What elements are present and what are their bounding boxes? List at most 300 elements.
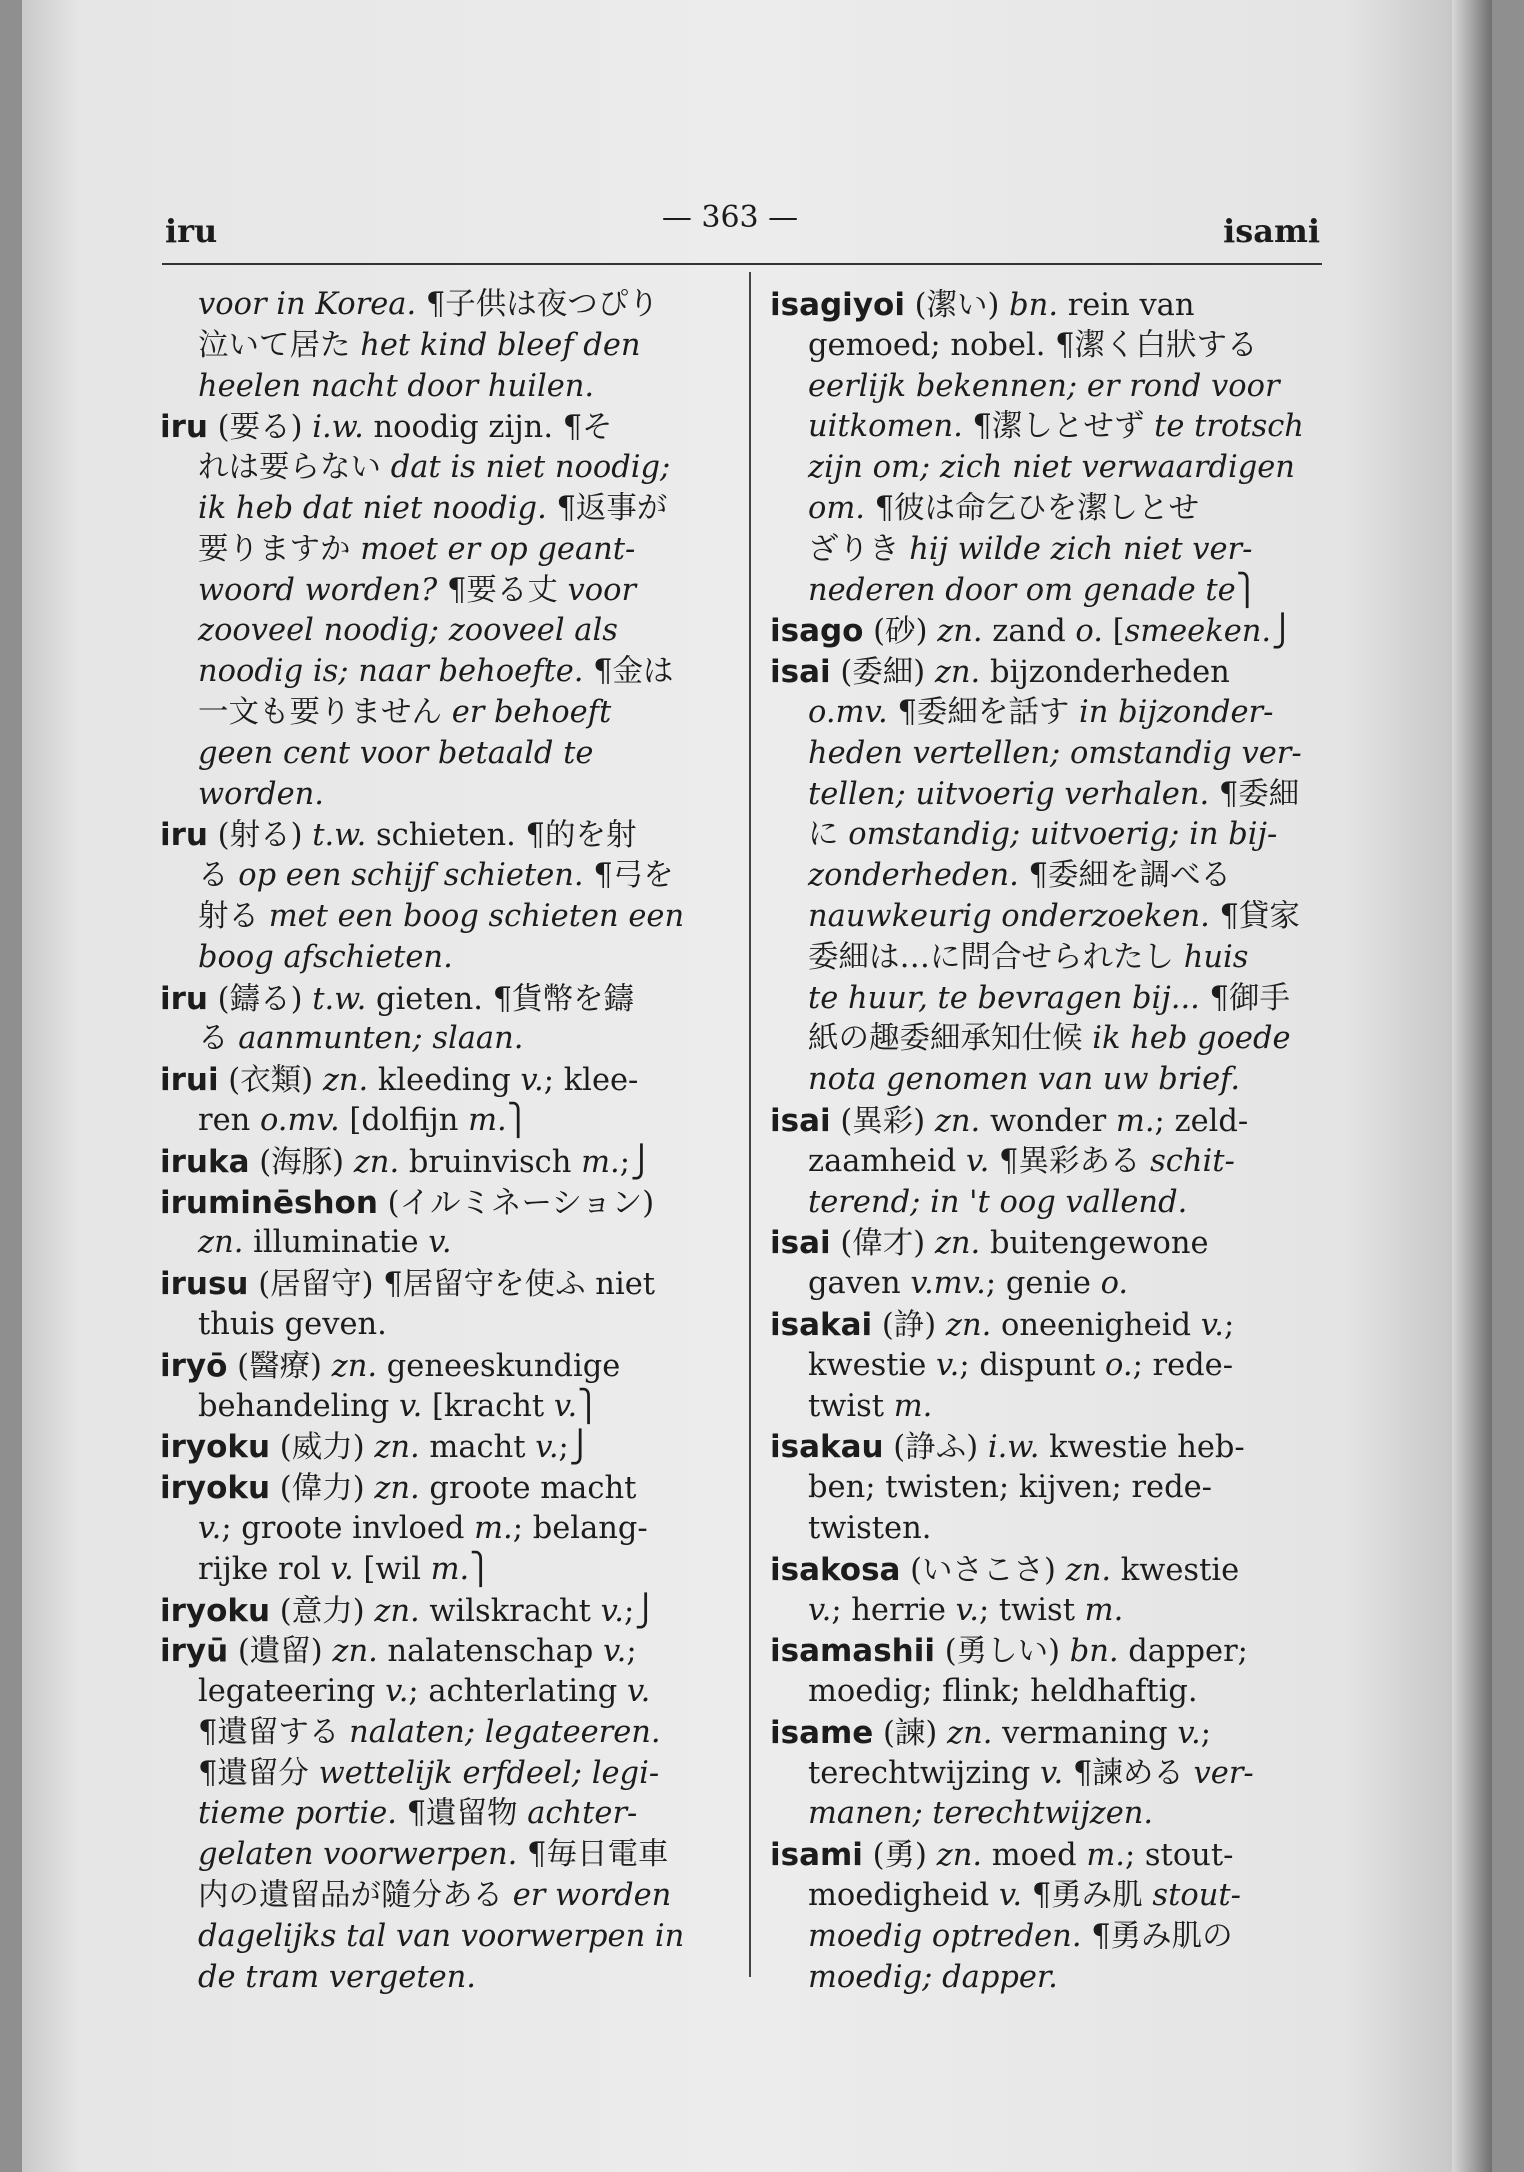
entry-text: kleeding xyxy=(368,1063,521,1099)
translation-text: noodig is; naar behoefte. xyxy=(198,654,584,690)
translation-text: bn. xyxy=(1069,1634,1119,1670)
entry-continuation-line xyxy=(160,326,725,367)
entry-continuation-line xyxy=(160,285,725,326)
entry-text: kwestie xyxy=(808,1347,937,1383)
headword: isago xyxy=(770,613,864,650)
translation-text: moet er op geant- xyxy=(360,531,636,567)
entry-text: kwestie xyxy=(1111,1552,1240,1588)
translation-text: m. xyxy=(581,1144,620,1180)
entry-text: ⎫ xyxy=(469,1551,493,1587)
translation-text: zn. xyxy=(331,1348,378,1384)
translation-text: nota genomen van uw brief. xyxy=(808,1062,1241,1098)
entry-text: ; genie xyxy=(985,1266,1101,1302)
translation-text: ver- xyxy=(1193,1755,1254,1791)
entry-text: ¶潔しとせず xyxy=(962,409,1155,445)
headword: iruka xyxy=(160,1143,250,1180)
entry-text: [wil xyxy=(353,1551,431,1587)
entry-continuation-line xyxy=(160,367,725,408)
translation-text: boog afschieten. xyxy=(198,939,453,975)
translation-text: het kind bleef den xyxy=(360,327,641,363)
translation-text: zn. xyxy=(1065,1552,1112,1588)
translation-text: v. xyxy=(428,1225,452,1261)
translation-text: v. xyxy=(603,1634,627,1670)
entry-text: る xyxy=(198,858,239,894)
entry-text: 一文も要りません xyxy=(198,694,452,730)
entry-text: ¶委細 xyxy=(1209,776,1300,812)
headword: isagiyoi xyxy=(770,287,905,323)
translation-text: v. xyxy=(1039,1755,1064,1791)
entry-continuation-line xyxy=(770,1876,1330,1917)
translation-text: m. xyxy=(1115,1103,1155,1139)
entry-continuation-line xyxy=(160,1713,725,1754)
entry-continuation-line xyxy=(160,856,725,897)
entry-continuation-line xyxy=(770,1591,1330,1632)
entry-text: ¶返事が xyxy=(546,490,668,526)
headword: iryū xyxy=(160,1633,229,1670)
entry-text: ; herrie xyxy=(831,1592,956,1628)
entry-text: ¶子供は夜つぴり xyxy=(416,287,659,322)
entry-continuation-line xyxy=(160,1754,725,1795)
translation-text: tellen; uitvoerig verhalen. xyxy=(808,776,1210,812)
entry-text: ¶御手 xyxy=(1199,980,1290,1016)
entry-continuation-line xyxy=(160,1223,725,1264)
translation-text: v. xyxy=(600,1593,624,1629)
translation-text: o.mv. xyxy=(259,1102,340,1138)
translation-text: v. xyxy=(535,1430,559,1466)
entry-text: (威力) xyxy=(270,1430,375,1466)
headword: iryoku xyxy=(160,1429,271,1466)
translation-text: i.w. xyxy=(312,410,364,446)
translation-text: te trotsch xyxy=(1154,409,1304,445)
entry-continuation-line xyxy=(770,938,1330,979)
headword: isakai xyxy=(770,1306,873,1343)
entry-text: (偉力) xyxy=(270,1471,375,1507)
entry-headword-line xyxy=(770,1835,1330,1876)
entry-text: zand xyxy=(982,614,1076,650)
entry-headword-line xyxy=(770,1713,1330,1754)
translation-text: hij wilde zich niet ver- xyxy=(909,531,1253,567)
entry-continuation-line xyxy=(160,1672,725,1713)
entry-text: illuminatie xyxy=(243,1225,429,1261)
translation-text: m. xyxy=(1084,1592,1124,1628)
entry-continuation-line xyxy=(770,897,1330,938)
entry-headword-line xyxy=(770,1101,1330,1142)
entry-continuation-line xyxy=(770,1958,1330,1999)
entry-headword-line xyxy=(160,1060,725,1101)
entry-text: (鑄る) xyxy=(207,981,313,1017)
entry-text: に xyxy=(808,817,849,853)
entry-continuation-line xyxy=(770,326,1330,367)
entry-continuation-line xyxy=(160,1835,725,1876)
header-rule xyxy=(162,263,1322,265)
entry-continuation-line xyxy=(160,938,725,979)
translation-text: nauwkeurig onderzoeken. xyxy=(808,898,1210,934)
entry-text: rein van xyxy=(1058,288,1195,323)
book-spine-edge xyxy=(1452,0,1492,2172)
entry-headword-line xyxy=(770,611,1330,652)
headword: iryō xyxy=(160,1347,228,1384)
translation-text: heden vertellen; omstandig ver- xyxy=(808,735,1302,771)
entry-text: (砂) xyxy=(863,614,938,650)
entry-headword-line xyxy=(160,1468,725,1509)
translation-text: v. xyxy=(955,1592,979,1628)
entry-text: terechtwijzing xyxy=(808,1755,1040,1791)
entry-text: 内の遺留品が隨分ある xyxy=(198,1878,513,1914)
translation-text: op een schijf schieten. xyxy=(238,858,584,894)
entry-continuation-line xyxy=(160,734,725,775)
translation-text: de tram vergeten. xyxy=(198,1959,476,1995)
translation-text: smeeken. xyxy=(1124,614,1272,650)
entry-continuation-line xyxy=(770,489,1330,530)
translation-text: zn. xyxy=(934,1103,981,1139)
entry-text: moed xyxy=(982,1838,1087,1874)
headword: iru xyxy=(160,817,208,854)
entry-continuation-line xyxy=(160,489,725,530)
entry-continuation-line xyxy=(160,1305,725,1346)
entry-continuation-line xyxy=(770,1060,1330,1101)
entry-continuation-line xyxy=(160,1387,725,1428)
entry-headword-line xyxy=(770,1550,1330,1591)
translation-text: v. xyxy=(330,1551,354,1587)
entry-text: ; belang- xyxy=(512,1510,648,1546)
translation-text: worden. xyxy=(198,776,324,812)
entry-text: ; dispunt xyxy=(959,1347,1106,1383)
entry-text: buitengewone xyxy=(980,1226,1209,1262)
entry-continuation-line xyxy=(770,571,1330,612)
entry-text: bruinvisch xyxy=(399,1144,582,1180)
translation-text: zonderheden. xyxy=(808,858,1019,894)
entry-text: moedig; flink; heldhaftig. xyxy=(808,1674,1198,1710)
entry-text: noodig zijn. ¶そ xyxy=(363,410,613,446)
entry-text: れは要らない xyxy=(198,450,391,486)
entry-headword-line xyxy=(770,1223,1330,1264)
translation-text: schit- xyxy=(1150,1143,1235,1179)
entry-text: ¶委細を調べる xyxy=(1018,858,1231,894)
entry-text: gemoed; nobel. ¶潔く白狀する xyxy=(808,327,1258,363)
entry-text: 要りますか xyxy=(198,531,361,567)
entry-continuation-line xyxy=(160,571,725,612)
translation-text: v. xyxy=(385,1674,409,1710)
translation-text: geen cent voor betaald te xyxy=(198,735,594,771)
translation-text: v. xyxy=(1177,1715,1201,1751)
entry-continuation-line xyxy=(770,1468,1330,1509)
translation-text: wettelijk erfdeel; legi- xyxy=(318,1755,660,1791)
translation-text: ik heb dat niet noodig. xyxy=(198,490,547,526)
entry-text: [kracht xyxy=(422,1388,554,1424)
entry-headword-line xyxy=(160,1591,725,1632)
right-column xyxy=(770,285,1330,1998)
translation-text: moedig optreden. xyxy=(808,1918,1082,1954)
running-header xyxy=(140,200,1320,250)
entry-text: (異彩) xyxy=(830,1103,935,1139)
entry-text: (諍) xyxy=(872,1307,946,1343)
entry-headword-line xyxy=(160,1427,725,1468)
entry-text: dapper; xyxy=(1118,1634,1248,1670)
entry-text: groote macht xyxy=(419,1471,637,1507)
translation-text: v. xyxy=(808,1592,832,1628)
translation-text: m. xyxy=(468,1102,507,1138)
entry-continuation-line xyxy=(770,1264,1330,1305)
entry-text: (衣類) xyxy=(218,1063,323,1099)
entry-headword-line xyxy=(160,815,725,856)
translation-text: zn. xyxy=(374,1471,420,1507)
translation-text: t.w. xyxy=(312,818,367,854)
translation-text: uitkomen. xyxy=(808,409,963,445)
entry-text: ; klee- xyxy=(543,1063,639,1099)
translation-text: manen; terechtwijzen. xyxy=(808,1796,1154,1832)
translation-text: om. xyxy=(808,490,865,526)
page-number: — 363 — xyxy=(661,200,799,235)
entry-continuation-line xyxy=(770,1509,1330,1550)
translation-text: bn. xyxy=(1009,288,1059,323)
translation-text: v. xyxy=(966,1143,990,1179)
entry-text: (意力) xyxy=(270,1593,375,1629)
entry-continuation-line xyxy=(770,1387,1330,1428)
entry-text: ⎭ xyxy=(1271,614,1294,650)
entry-continuation-line xyxy=(160,775,725,816)
translation-text: zn. xyxy=(937,614,983,650)
entry-text: ¶勇み肌 xyxy=(1022,1878,1153,1914)
translation-text: tieme portie. xyxy=(198,1796,397,1832)
headword: isakosa xyxy=(770,1551,901,1588)
entry-text: (諫) xyxy=(873,1715,948,1751)
entry-text: (醫療) xyxy=(227,1348,332,1384)
translation-text: zn. xyxy=(332,1634,378,1670)
entry-text: ; twist xyxy=(978,1592,1085,1628)
headword: isami xyxy=(770,1837,863,1874)
entry-continuation-line xyxy=(770,407,1330,448)
entry-text: ¶遺留する xyxy=(198,1714,350,1750)
entry-text: ¶弓を xyxy=(583,858,674,894)
translation-text: eerlijk bekennen; er rond voor xyxy=(808,368,1280,404)
translation-text: v. xyxy=(998,1878,1023,1914)
entry-text: ¶異彩ある xyxy=(989,1143,1151,1179)
entry-continuation-line xyxy=(160,1958,725,1999)
entry-continuation-line xyxy=(160,652,725,693)
entry-continuation-line xyxy=(770,775,1330,816)
entry-headword-line xyxy=(160,1142,725,1183)
entry-continuation-line xyxy=(770,367,1330,408)
dictionary-page xyxy=(22,0,1492,2172)
entry-continuation-line xyxy=(160,1917,725,1958)
entry-text: ¶勇み肌の xyxy=(1081,1918,1233,1954)
translation-text: zn. xyxy=(934,1226,981,1262)
translation-text: met een boog schieten een xyxy=(268,898,685,934)
entry-text: (偉才) xyxy=(830,1226,935,1262)
entry-text: bijzonderheden xyxy=(980,655,1230,691)
headword: isai xyxy=(770,1225,831,1262)
entry-headword-line xyxy=(160,407,725,448)
entry-continuation-line xyxy=(770,448,1330,489)
entry-continuation-line xyxy=(770,979,1330,1020)
entry-text: (要る) xyxy=(207,410,313,446)
translation-text: te huur, te bevragen bij... xyxy=(808,980,1200,1016)
entry-text: ¶毎日電車 xyxy=(517,1837,669,1873)
entry-text: [dolfijn xyxy=(339,1102,469,1138)
translation-text: t.w. xyxy=(312,981,367,1017)
translation-text: v. xyxy=(626,1674,651,1710)
headword: isamashii xyxy=(770,1633,935,1670)
entry-text: ¶諫める xyxy=(1063,1755,1194,1791)
right-guide-word: isami xyxy=(1223,212,1320,250)
entry-text: ⎫ xyxy=(1235,572,1259,608)
headword: iru xyxy=(160,980,208,1017)
translation-text: m. xyxy=(474,1510,513,1546)
entry-text: gieten. ¶貨幣を鑄 xyxy=(366,981,635,1017)
entry-text: ben; twisten; kijven; rede- xyxy=(808,1470,1212,1506)
headword: isakau xyxy=(770,1429,884,1466)
entry-text: ¶金は xyxy=(583,654,674,690)
entry-text: ;⎭ xyxy=(619,1144,653,1180)
entry-text: (居留守) ¶居留守を使ふ niet xyxy=(248,1267,656,1303)
entry-text: ; xyxy=(1200,1715,1211,1751)
entry-text: twisten. xyxy=(808,1510,932,1546)
entry-text: ; groote invloed xyxy=(221,1510,475,1546)
entry-continuation-line xyxy=(160,530,725,571)
translation-text: m. xyxy=(430,1551,470,1587)
entry-continuation-line xyxy=(770,1183,1330,1224)
entry-text: ¶遺留分 xyxy=(198,1755,319,1791)
entry-text: (いさこさ) xyxy=(900,1552,1066,1588)
entry-continuation-line xyxy=(160,1509,725,1550)
entry-continuation-line xyxy=(160,1876,725,1917)
entry-text: (勇) xyxy=(862,1838,937,1874)
entry-continuation-line xyxy=(770,1794,1330,1835)
translation-text: v.mv. xyxy=(910,1266,986,1302)
entry-continuation-line xyxy=(160,1794,725,1835)
entry-continuation-line xyxy=(160,693,725,734)
entry-text: (諍ふ) xyxy=(883,1430,988,1466)
translation-text: v. xyxy=(553,1388,578,1424)
headword: irui xyxy=(160,1062,219,1099)
entry-text: 射る xyxy=(198,898,269,934)
entry-text: oneenigheid xyxy=(991,1307,1201,1343)
translation-text: omstandig; uitvoerig; in bij- xyxy=(848,817,1278,853)
entry-text: ; xyxy=(626,1634,637,1670)
entry-continuation-line xyxy=(770,1754,1330,1795)
translation-text: huis xyxy=(1183,939,1249,975)
entry-headword-line xyxy=(160,1346,725,1387)
entry-text: ¶彼は命乞ひを潔しとせ xyxy=(864,490,1200,526)
translation-text: o. xyxy=(1105,1347,1133,1383)
entry-text: (勇しい) xyxy=(935,1634,1070,1670)
headword: iryoku xyxy=(160,1470,271,1507)
translation-text: heelen nacht door huilen. xyxy=(198,368,595,404)
headword: isai xyxy=(770,1102,831,1139)
entry-text: (海豚) xyxy=(249,1144,354,1180)
translation-text: zijn om; zich niet verwaardigen xyxy=(808,450,1295,486)
entry-continuation-line xyxy=(770,530,1330,571)
entry-continuation-line xyxy=(770,815,1330,856)
translation-text: i.w. xyxy=(987,1430,1040,1466)
entry-text: ¶遺留物 xyxy=(396,1796,528,1832)
entry-continuation-line xyxy=(160,1550,725,1591)
translation-text: zn. xyxy=(934,655,981,691)
translation-text: v. xyxy=(520,1063,544,1099)
translation-text: voor in Korea. xyxy=(198,287,417,322)
entry-text: gaven xyxy=(808,1266,911,1302)
entry-text: rijke rol xyxy=(198,1551,331,1587)
entry-headword-line xyxy=(160,1183,725,1224)
entry-text: ¶貸家 xyxy=(1209,898,1300,934)
translation-text: er worden xyxy=(512,1878,672,1914)
translation-text: zn. xyxy=(198,1225,244,1261)
translation-text: moedig; dapper. xyxy=(808,1959,1058,1995)
entry-continuation-line xyxy=(160,1101,725,1142)
entry-text: ¶要る丈 xyxy=(437,572,568,608)
entry-text: ren xyxy=(198,1102,260,1138)
entry-text: (イルミネーション) xyxy=(377,1185,655,1221)
headword: irusu xyxy=(160,1266,249,1303)
entry-headword-line xyxy=(160,1631,725,1672)
entry-text: [ xyxy=(1102,614,1125,650)
entry-continuation-line xyxy=(160,611,725,652)
entry-text: thuis geven. xyxy=(198,1306,387,1342)
entry-text: る xyxy=(198,1021,239,1057)
translation-text: zn. xyxy=(353,1144,400,1180)
entry-text: (委細) xyxy=(830,655,935,691)
entry-text: behandeling xyxy=(198,1388,399,1424)
column-divider xyxy=(749,272,751,1977)
left-column xyxy=(160,285,725,1998)
translation-text: ik heb goede xyxy=(1092,1021,1291,1057)
translation-text: v. xyxy=(198,1510,222,1546)
entry-headword-line xyxy=(160,1264,725,1305)
entry-text: (射る) xyxy=(207,818,313,854)
entry-text: legateering xyxy=(198,1674,386,1710)
headword: iruminēshon xyxy=(160,1184,378,1221)
entry-text: ¶委細を話す xyxy=(887,694,1080,730)
entry-text: vermaning xyxy=(992,1715,1178,1751)
translation-text: v. xyxy=(936,1347,960,1383)
translation-text: v. xyxy=(1200,1307,1224,1343)
translation-text: zn. xyxy=(945,1307,992,1343)
translation-text: zn. xyxy=(374,1430,420,1466)
entry-continuation-line xyxy=(160,448,725,489)
translation-text: zn. xyxy=(322,1063,369,1099)
translation-text: aanmunten; slaan. xyxy=(238,1021,524,1057)
entry-text: wilskracht xyxy=(419,1593,601,1629)
translation-text: voor xyxy=(567,572,637,608)
translation-text: woord worden? xyxy=(198,572,438,608)
entry-text: 紙の趣委細承知仕候 xyxy=(808,1021,1093,1057)
translation-text: o. xyxy=(1100,1266,1129,1302)
entry-continuation-line xyxy=(770,1346,1330,1387)
entry-text: ; achterlating xyxy=(408,1674,627,1710)
translation-text: zn. xyxy=(947,1715,993,1751)
entry-text: kwestie heb- xyxy=(1039,1430,1245,1466)
entry-headword-line xyxy=(770,1305,1330,1346)
translation-text: stout- xyxy=(1152,1878,1241,1914)
translation-text: o.mv. xyxy=(808,694,888,730)
entry-text: geneeskundige xyxy=(377,1348,621,1384)
entry-headword-line xyxy=(770,652,1330,693)
entry-continuation-line xyxy=(770,856,1330,897)
headword: iryoku xyxy=(160,1592,271,1629)
translation-text: dat is niet noodig; xyxy=(390,450,671,486)
entry-text: (潔い) xyxy=(904,288,1010,323)
entry-text: nalatenschap xyxy=(377,1634,604,1670)
translation-text: terend; in 't oog vallend. xyxy=(808,1184,1188,1220)
translation-text: zn. xyxy=(374,1593,420,1629)
translation-text: gelaten voorwerpen. xyxy=(198,1837,518,1873)
translation-text: nederen door om genade te xyxy=(808,572,1236,608)
translation-text: dagelijks tal van voorwerpen in xyxy=(198,1918,685,1954)
entry-continuation-line xyxy=(770,693,1330,734)
translation-text: nalaten; legateeren. xyxy=(349,1714,661,1750)
entry-headword-line xyxy=(770,1631,1330,1672)
entry-continuation-line xyxy=(770,734,1330,775)
